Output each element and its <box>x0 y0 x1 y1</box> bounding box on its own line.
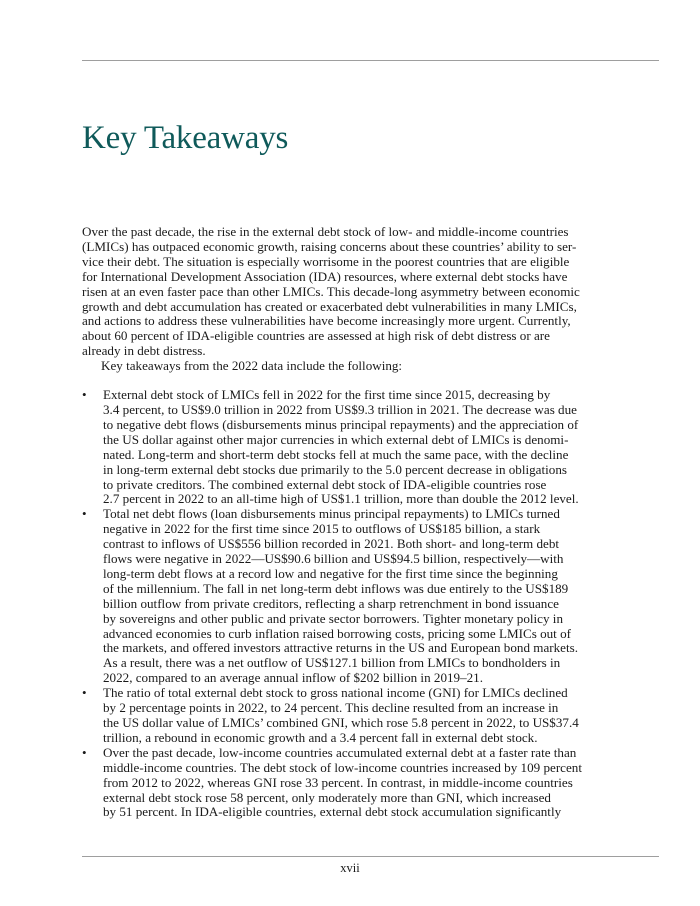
takeaway-line: billion outflow from private creditors, reflecting a sharp retrenchment in bond issuance <box>103 595 559 611</box>
takeaway-line: contrast to inflows of US$556 billion recorded in 2021. Both short- and long-term debt <box>103 536 560 552</box>
takeaway-line: the markets, and offered investors attractive returns in the US and European bond markets. <box>103 640 578 656</box>
bullet-icon: • <box>82 744 87 760</box>
takeaway-line: to private creditors. The combined external debt stock of IDA-eligible countries rose <box>103 476 547 492</box>
intro-line: risen at an even faster pace than other LMICs. This decade-long asymmetry between economic <box>82 283 580 299</box>
takeaway-line: 2.7 percent in 2022 to an all-time high of US$1.1 trillion, more than double the 2012 level. <box>103 491 579 507</box>
page-number: xvii <box>340 861 360 875</box>
takeaway-line: middle-income countries. The debt stock of low-income countries increased by 109 percent <box>103 759 582 775</box>
takeaway-line: advanced economies to curb inflation raised borrowing costs, pricing some LMICs out of <box>103 625 571 641</box>
takeaway-line: the US dollar against other major currencies in which external debt of LMICs is denomi- <box>103 431 569 447</box>
intro-paragraph <box>82 225 582 359</box>
takeaway-line: in long-term external debt stocks due primarily to the 5.0 percent decrease in obligations <box>103 461 567 477</box>
takeaway-line: Over the past decade, low-income countries accumulated external debt at a faster rate than <box>103 744 577 760</box>
takeaway-line: 3.4 percent, to US$9.0 trillion in 2022 from US$9.3 trillion in 2021. The decrease was due <box>103 401 577 417</box>
intro-line: vice their debt. The situation is especially worrisome in the poorest countries that are eligible <box>82 253 570 269</box>
takeaways-list <box>82 388 582 820</box>
lead-in-paragraph <box>82 359 582 374</box>
intro-line: growth and debt accumulation has created or exacerbated debt vulnerabilities in many LMICs, <box>82 298 577 314</box>
page-title: Key Takeaways <box>82 120 289 156</box>
takeaway-line: negative in 2022 for the first time since 2015 to outflows of US$185 billion, a stark <box>103 521 541 537</box>
takeaway-line: long-term debt flows at a record low and negative for the first time since the beginning <box>103 565 558 581</box>
takeaway-line: External debt stock of LMICs fell in 2022 for the first time since 2015, decreasing by <box>103 387 551 403</box>
intro-line: (LMICs) has outpaced economic growth, raising concerns about these countries’ ability to ser- <box>82 238 577 254</box>
takeaway-line: nated. Long-term and short-term debt stocks fell at much the same pace, with the decline <box>103 446 569 462</box>
intro-line: already in debt distress. <box>82 343 206 359</box>
takeaway-item-debt-to-gni <box>82 686 582 746</box>
intro-line: for International Development Association (IDA) resources, where external debt stocks have <box>82 268 568 284</box>
body-text <box>82 225 582 820</box>
bullet-icon: • <box>82 387 87 403</box>
takeaway-line: external debt stock rose 58 percent, only moderately more than GNI, which increased <box>103 789 551 805</box>
takeaway-line: trillion, a rebound in economic growth and a 3.4 percent fall in external debt stock. <box>103 729 538 745</box>
takeaway-line: The ratio of total external debt stock to gross national income (GNI) for LMICs declined <box>103 685 568 701</box>
lead-in-text: Key takeaways from the 2022 data include the following: <box>101 358 403 374</box>
takeaway-line: to negative debt flows (disbursements minus principal repayments) and the appreciation of <box>103 416 579 432</box>
takeaway-line: 2022, compared to an average annual inflow of $202 billion in 2019–21. <box>103 670 483 686</box>
intro-line: Over the past decade, the rise in the external debt stock of low- and middle-income countries <box>82 224 569 239</box>
intro-line: about 60 percent of IDA-eligible countries are assessed at high risk of debt distress or are <box>82 328 550 344</box>
takeaway-item-low-income-accumulation <box>82 746 582 821</box>
takeaway-item-debt-stock <box>82 388 582 507</box>
bullet-icon: • <box>82 506 87 522</box>
intro-line: and actions to address these vulnerabilities have become increasingly more urgent. Currently, <box>82 313 571 329</box>
header-rule <box>82 60 659 61</box>
takeaway-line: As a result, there was a net outflow of US$127.1 billion from LMICs to bondholders in <box>103 655 561 671</box>
takeaway-line: from 2012 to 2022, whereas GNI rose 33 percent. In contrast, in middle-income countries <box>103 774 573 790</box>
takeaway-line: Total net debt flows (loan disbursements minus principal repayments) to LMICs turned <box>103 506 560 522</box>
footer-rule <box>82 856 659 857</box>
takeaway-line: the US dollar value of LMICs’ combined GNI, which rose 5.8 percent in 2022, to US$37.4 <box>103 715 579 730</box>
takeaway-line: by 2 percentage points in 2022, to 24 percent. This decline resulted from an increase in <box>103 700 559 716</box>
bullet-icon: • <box>82 685 87 701</box>
takeaway-line: by sovereigns and other public and private sector borrowers. Tighter monetary policy in <box>103 610 563 626</box>
takeaway-item-net-debt-flows <box>82 507 582 686</box>
takeaway-line: by 51 percent. In IDA-eligible countries, external debt stock accumulation significantly <box>103 804 562 820</box>
takeaway-line: of the millennium. The fall in net long-term debt inflows was due entirely to the US$189 <box>103 580 569 596</box>
takeaway-line: flows were negative in 2022—US$90.6 billion and US$94.5 billion, respectively—with <box>103 551 564 567</box>
